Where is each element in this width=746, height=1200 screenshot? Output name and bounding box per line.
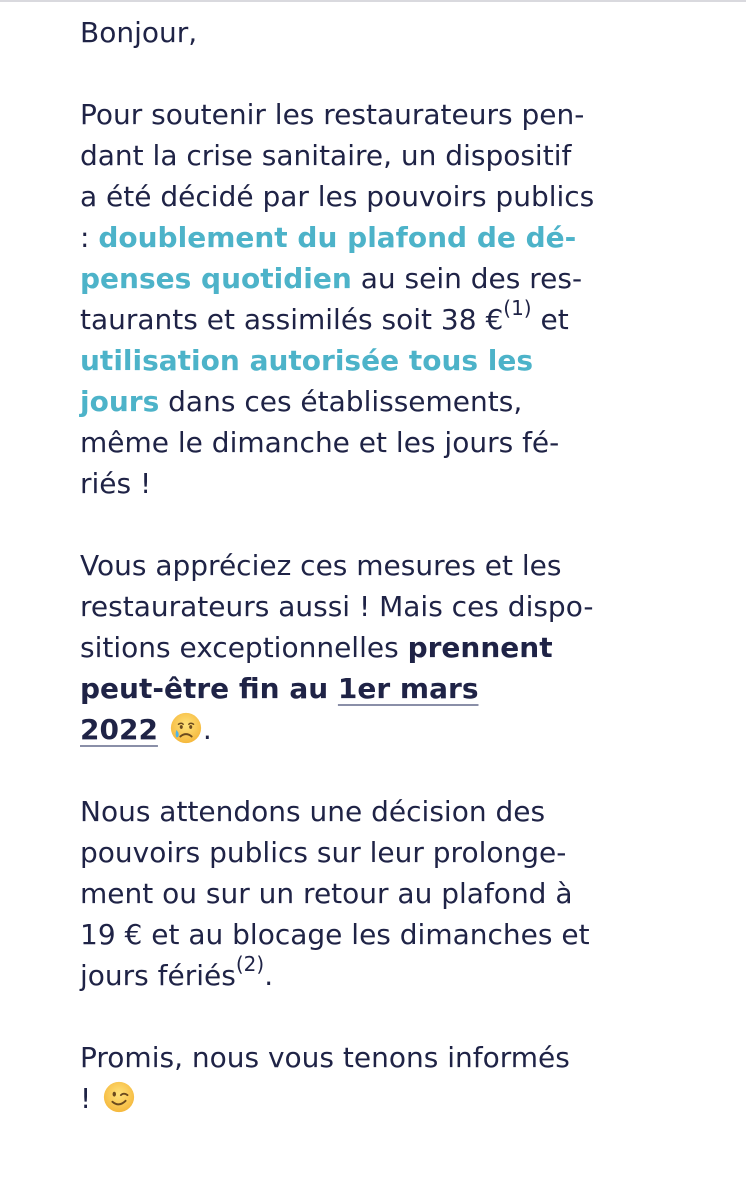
text-segment: . [202, 713, 212, 746]
highlight-text: utilisation autorisée tous les [80, 344, 534, 377]
paragraph-end-date [80, 545, 670, 750]
text-segment: . [264, 959, 274, 992]
top-divider [0, 0, 746, 2]
text-segment: : [80, 221, 99, 254]
text-line [80, 668, 670, 709]
text-segment: dans ces établissements, [159, 385, 523, 418]
text-line: restaurateurs aussi ! Mais ces dispo- [80, 590, 594, 623]
text-line [80, 340, 670, 381]
text-line [80, 1078, 670, 1119]
text-line: Pour soutenir les restaurateurs pen- [80, 98, 585, 131]
crying-face-icon [169, 711, 203, 745]
paragraph-decision [80, 791, 670, 996]
text-line: Nous attendons une décision des [80, 795, 546, 828]
text-line [80, 217, 670, 258]
text-line [80, 952, 670, 996]
text-line: même le dimanche et les jours fé- [80, 426, 560, 459]
date-link[interactable]: 2022 [80, 713, 158, 746]
text-line: dant la crise sanitaire, un dispositif [80, 139, 572, 172]
bold-text: peut-être fin au [80, 672, 338, 705]
text-segment: sitions exceptionnelles [80, 631, 408, 664]
text-line [80, 258, 670, 299]
date-link[interactable]: 1er mars [337, 672, 479, 705]
highlight-text: penses quotidien [80, 262, 352, 295]
text-line [80, 296, 670, 340]
text-segment: taurants et assimilés soit 38 € [80, 303, 504, 336]
greeting: Bonjour, [80, 16, 198, 49]
spacer [80, 53, 670, 94]
text-segment: au sein des res- [351, 262, 583, 295]
text-line: riés ! [80, 467, 152, 500]
paragraph-support-measures [80, 94, 670, 504]
text-line: ment ou sur un retour au plafond à [80, 877, 573, 910]
spacer [80, 750, 670, 791]
paragraph-closing [80, 1037, 670, 1119]
text-segment: et [531, 303, 569, 336]
text-line [80, 709, 670, 750]
text-line: a été décidé par les pouvoirs publics [80, 180, 595, 213]
text-line [80, 381, 670, 422]
highlight-text: jours [80, 385, 160, 418]
spacer [80, 996, 670, 1037]
text-line: Vous appréciez ces mesures et les [80, 549, 562, 582]
footnote-ref-1: (1) [503, 296, 532, 320]
footnote-ref-2: (2) [235, 952, 265, 976]
winking-face-icon [102, 1080, 136, 1114]
text-segment: jours fériés [80, 959, 236, 992]
text-segment: ! [80, 1082, 101, 1115]
text-line: 19 € et au blocage les dimanches et [80, 918, 590, 951]
bold-text: prennent [407, 631, 553, 664]
spacer [80, 504, 670, 545]
highlight-text: doublement du plafond de dé- [98, 221, 577, 254]
text-line: Promis, nous vous tenons informés [80, 1041, 570, 1074]
text-line: pouvoirs publics sur leur prolonge- [80, 836, 567, 869]
text-line [80, 627, 670, 668]
email-body [80, 12, 670, 1119]
